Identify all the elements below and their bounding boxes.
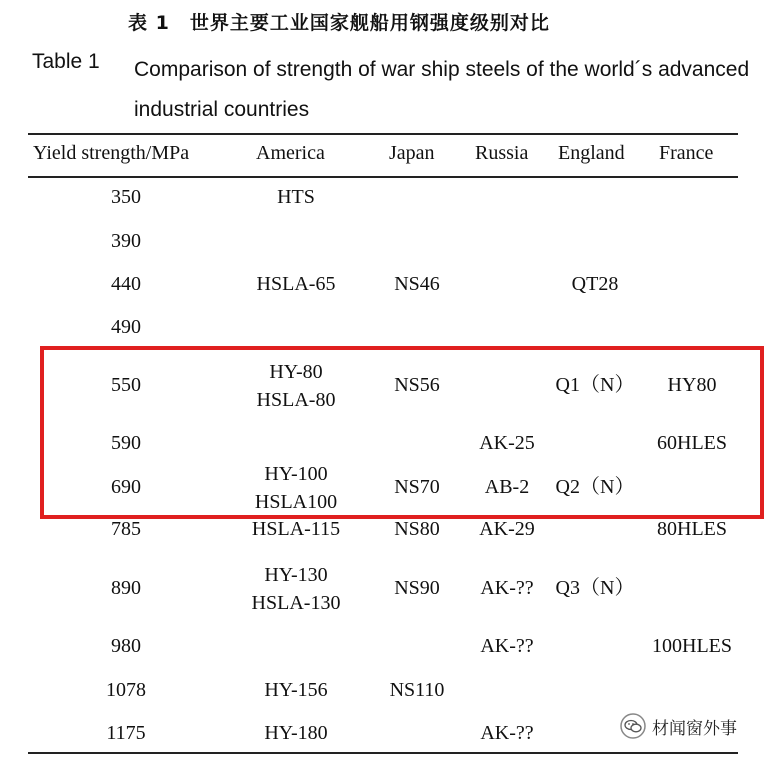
table-cell-america: HY-80 — [269, 361, 323, 383]
table-cell-ys: 785 — [111, 518, 141, 540]
table-cell-ys: 590 — [111, 432, 141, 454]
table-bottom-rule — [28, 752, 738, 754]
header-yield-strength: Yield strength/MPa — [33, 142, 190, 164]
table-cell-france: 80HLES — [657, 518, 727, 540]
watermark — [620, 713, 737, 739]
table-cell-england: Q2（N） — [555, 476, 635, 498]
table-cell-ys: 1175 — [106, 722, 146, 744]
table-cell-japan: NS80 — [394, 518, 440, 540]
table-cell-ys: 890 — [111, 577, 141, 599]
header-america: America — [256, 142, 325, 164]
caption-en-label: Table 1 — [32, 50, 100, 73]
table-cell-ys: 980 — [111, 635, 141, 657]
table-cell-france: 100HLES — [652, 635, 732, 657]
table-cell-ys: 550 — [111, 374, 141, 396]
table-cell-america: HSLA-65 — [256, 273, 336, 295]
table-cell-japan: NS90 — [394, 577, 440, 599]
table-cell-russia: AK-?? — [480, 635, 534, 657]
table-cell-japan: NS70 — [394, 476, 440, 498]
watermark-text: 材闻窗外事 — [652, 718, 737, 739]
table-cell-russia: AK-29 — [479, 518, 535, 540]
table-cell-russia: AB-2 — [484, 476, 530, 498]
table-cell-america-line2: HSLA-130 — [251, 592, 341, 614]
table-cell-america: HTS — [277, 186, 315, 208]
table-cell-america-line2: HSLA100 — [254, 491, 338, 513]
table-cell-japan: NS46 — [394, 273, 440, 295]
table-cell-america: HSLA-115 — [251, 518, 341, 540]
header-france: France — [659, 142, 714, 164]
table-cell-russia: AK-?? — [480, 722, 534, 744]
table-cell-ys: 440 — [111, 273, 141, 295]
header-england: England — [558, 142, 625, 164]
table-cell-america: HY-156 — [264, 679, 328, 701]
table-cell-america-line2: HSLA-80 — [256, 389, 336, 411]
header-japan: Japan — [389, 142, 435, 164]
table-top-rule — [28, 133, 738, 135]
table-cell-russia: AK-?? — [480, 577, 534, 599]
table-cell-england: Q1（N） — [555, 374, 635, 396]
table-cell-japan: NS56 — [394, 374, 440, 396]
header-russia: Russia — [475, 142, 529, 164]
table-header-rule — [28, 176, 738, 178]
table-cell-america: HY-180 — [264, 722, 328, 744]
table-cell-ys: 390 — [111, 230, 141, 252]
table-cell-america: HY-130 — [264, 564, 328, 586]
table-cell-japan: NS110 — [389, 679, 445, 701]
table-cell-france: HY80 — [667, 374, 717, 396]
table-cell-england: Q3（N） — [555, 577, 635, 599]
highlight-box — [40, 346, 764, 519]
wechat-icon — [620, 713, 646, 739]
table-cell-america: HY-100 — [264, 463, 328, 485]
table-cell-ys: 490 — [111, 316, 141, 338]
caption-en-title: Comparison of strength of war ship steels of the world´s advanced industrial countries — [134, 58, 750, 121]
caption-cn: 表 1 世界主要工业国家舰船用钢强度级别对比 — [128, 12, 550, 34]
table-cell-ys: 350 — [111, 186, 141, 208]
table-cell-ys: 1078 — [106, 679, 146, 701]
table-cell-russia: AK-25 — [479, 432, 535, 454]
table-cell-france: 60HLES — [657, 432, 727, 454]
table-cell-england: QT28 — [571, 273, 619, 295]
table-cell-ys: 690 — [111, 476, 141, 498]
